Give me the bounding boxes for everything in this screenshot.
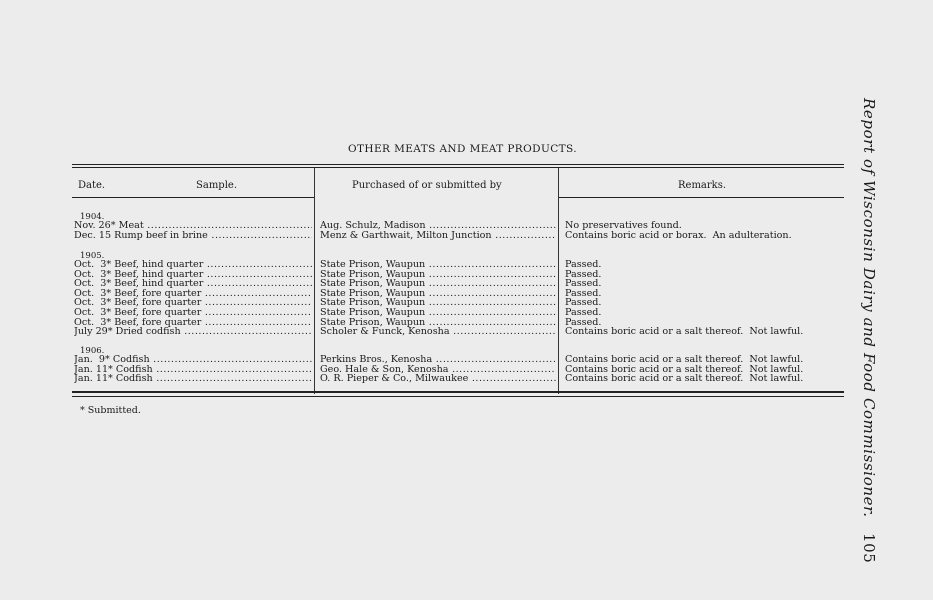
source-cell <box>320 318 556 328</box>
date-sample-cell <box>74 365 312 375</box>
header-date: Date. <box>78 180 106 191</box>
top-rule <box>72 164 844 165</box>
sample: Dried codfish ..... <box>116 327 312 337</box>
source-cell <box>320 327 556 337</box>
source: Geo. Hale & Son, Kenosha ..... <box>320 365 556 375</box>
remarks: Contains boric acid or a salt thereof. Not lawful. <box>565 354 804 365</box>
source-cell <box>320 289 556 299</box>
source: Perkins Bros., Kenosha ..... <box>320 355 556 365</box>
date: July 29* <box>74 327 113 337</box>
remarks: Contains boric acid or a salt thereof. Not lawful. <box>565 363 804 375</box>
running-head-text: Report of Wisconsin Dairy and Food Commissioner. <box>860 98 878 518</box>
date: Oct. 3* <box>74 317 112 328</box>
source-cell <box>320 260 556 270</box>
date-sample-cell <box>74 327 312 337</box>
date-sample-cell <box>74 260 312 270</box>
remarks: Passed. <box>565 316 602 328</box>
source: O. R. Pieper & Co., Milwaukee ..... <box>320 374 556 384</box>
header-sample: Sample. <box>196 180 237 191</box>
remarks: Passed. <box>565 307 602 318</box>
date-sample-cell <box>74 289 312 299</box>
table-title: OTHER MEATS AND MEAT PRODUCTS. <box>348 143 577 155</box>
source-cell <box>320 221 556 231</box>
sample: Codfish ..... <box>113 355 312 365</box>
remarks: Passed. <box>565 287 602 299</box>
source-cell <box>320 298 556 308</box>
header-purchased: Purchased of or submitted by <box>352 180 502 191</box>
sample: Beef, hind quarter ..... <box>114 270 312 280</box>
source-cell <box>320 279 556 289</box>
date-sample-cell <box>74 374 312 384</box>
bottom-rule <box>72 391 844 393</box>
source: Aug. Schulz, Madison ..... <box>320 221 556 231</box>
source-cell <box>320 308 556 318</box>
bottom-rule-2 <box>72 396 844 397</box>
source: State Prison, Waupun ..... <box>320 289 556 299</box>
remarks: Contains boric acid or a salt thereof. Not lawful. <box>565 326 804 338</box>
sample: Rump beef in brine ..... <box>114 231 312 241</box>
date-sample-cell <box>74 318 312 328</box>
remarks: No preservatives found. <box>565 220 682 231</box>
remarks: Contains boric acid or a salt thereof. Not lawful. <box>565 373 804 385</box>
year-label: 1905. <box>80 251 105 261</box>
date: Oct. 3* <box>74 288 112 299</box>
date: Oct. 3* <box>74 269 112 280</box>
header-underline-right <box>559 197 844 198</box>
date: Oct. 3* <box>74 279 112 289</box>
sample: Codfish ..... <box>116 365 312 375</box>
date: Dec. 15 <box>74 230 112 241</box>
date-sample-cell <box>74 355 312 365</box>
remarks: Passed. <box>565 259 602 270</box>
column-divider-2 <box>558 168 559 394</box>
source: State Prison, Waupun ..... <box>320 279 556 289</box>
date-sample-cell <box>74 279 312 289</box>
sample: Beef, hind quarter ..... <box>114 260 312 270</box>
running-head <box>848 98 878 564</box>
date-sample-cell <box>74 298 312 308</box>
remarks: Passed. <box>565 268 602 280</box>
sample: Beef, hind quarter ..... <box>114 279 312 289</box>
source: Menz & Garthwait, Milton Junction ..... <box>320 231 556 241</box>
date: Oct. 3* <box>74 308 112 318</box>
source: State Prison, Waupun ..... <box>320 308 556 318</box>
sample: Codfish ..... <box>116 374 312 384</box>
remarks: Passed. <box>565 297 602 309</box>
date: Oct. 3* <box>74 298 112 308</box>
remarks: Passed. <box>565 278 602 290</box>
footnote: * Submitted. <box>80 405 141 416</box>
source: State Prison, Waupun ..... <box>320 318 556 328</box>
date: Jan. 11* <box>74 374 113 384</box>
header-underline-left <box>72 197 314 198</box>
page-number: 105 <box>860 532 878 564</box>
date-sample-cell <box>74 221 312 231</box>
sample: Beef, fore quarter ..... <box>114 318 312 328</box>
top-rule-2 <box>72 167 844 168</box>
sample: Beef, fore quarter ..... <box>114 308 312 318</box>
header-remarks: Remarks. <box>678 180 727 191</box>
sample: Meat ..... <box>119 221 312 231</box>
year-label: 1906. <box>80 346 105 356</box>
source-cell <box>320 231 556 241</box>
remarks: Contains boric acid or borax. An adulteration. <box>565 229 792 241</box>
source: State Prison, Waupun ..... <box>320 298 556 308</box>
sample: Beef, fore quarter ..... <box>114 289 312 299</box>
column-divider-1 <box>314 168 315 394</box>
source: State Prison, Waupun ..... <box>320 270 556 280</box>
sample: Beef, fore quarter ..... <box>114 298 312 308</box>
date: Jan. 11* <box>74 364 113 375</box>
source-cell <box>320 355 556 365</box>
source-cell <box>320 270 556 280</box>
date-sample-cell <box>74 270 312 280</box>
source-cell <box>320 374 556 384</box>
date: Jan. 9* <box>74 355 110 365</box>
year-label: 1904. <box>80 212 105 222</box>
date-sample-cell <box>74 231 312 241</box>
date: Nov. 26* <box>74 221 116 231</box>
source-cell <box>320 365 556 375</box>
date: Oct. 3* <box>74 260 112 270</box>
source: Scholer & Funck, Kenosha ..... <box>320 327 556 337</box>
date-sample-cell <box>74 308 312 318</box>
source: State Prison, Waupun ..... <box>320 260 556 270</box>
